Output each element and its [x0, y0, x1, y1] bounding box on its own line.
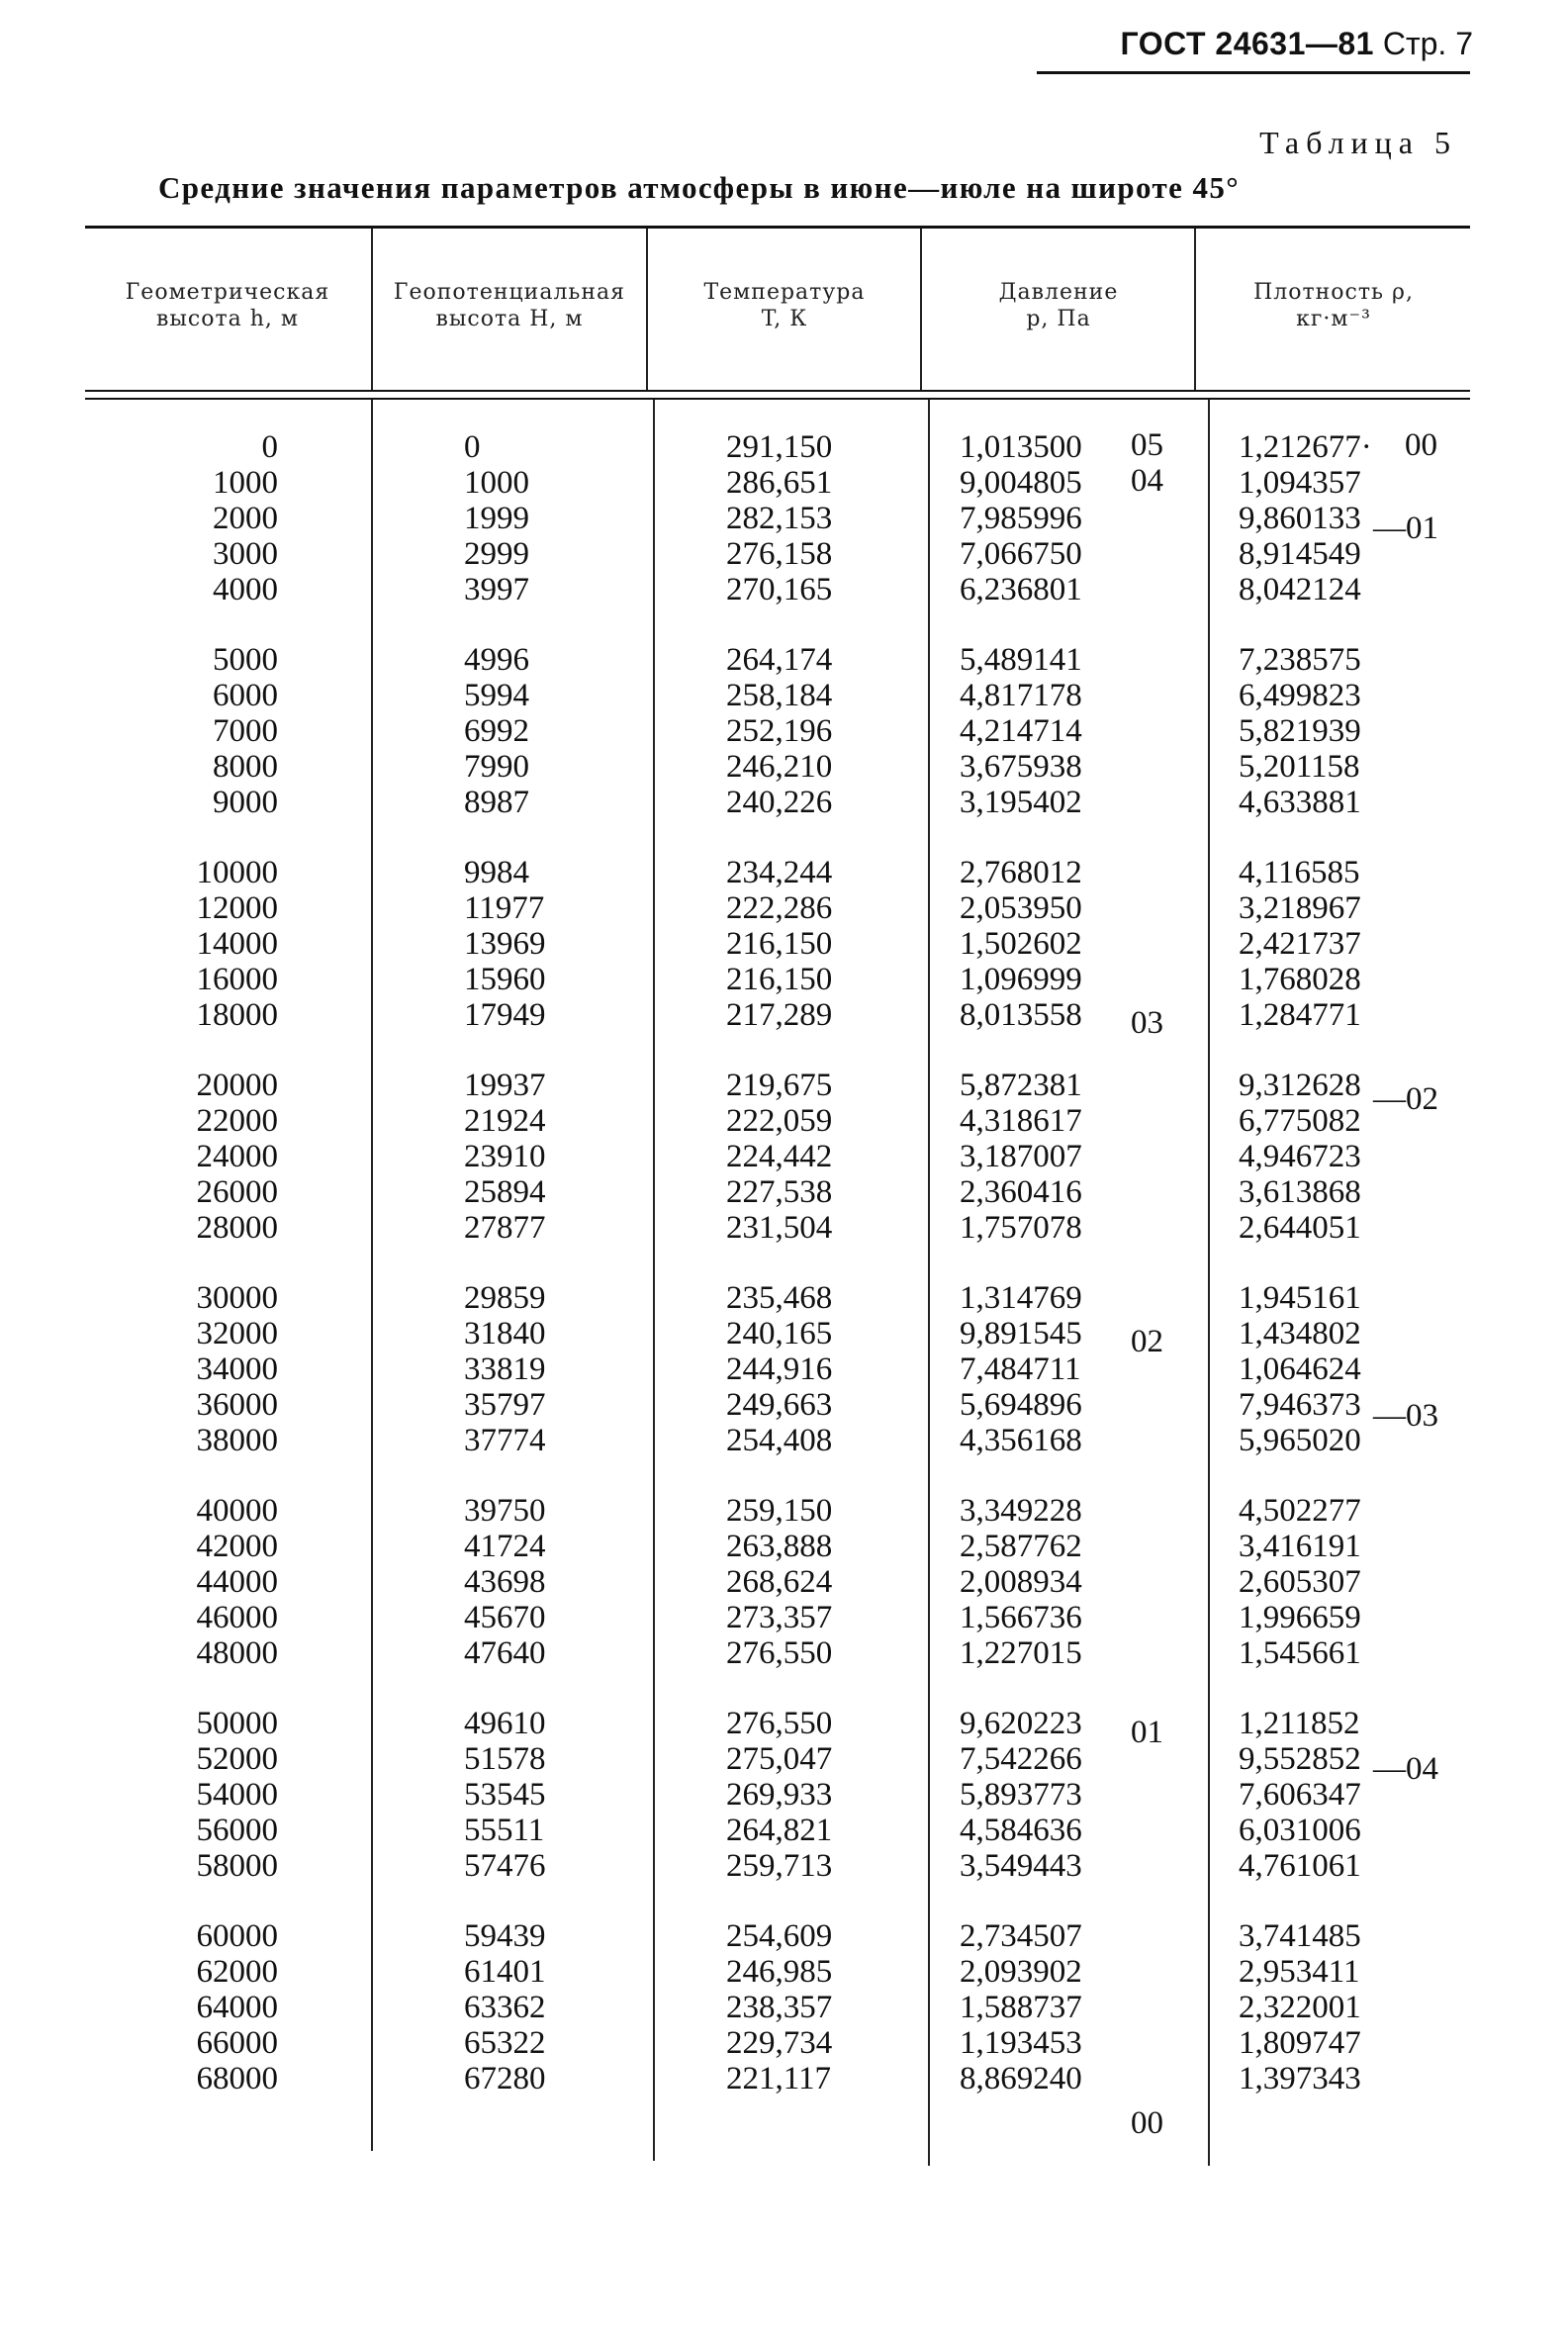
column-header-line: Плотность ρ, [1253, 280, 1414, 305]
cell-temperature: 240,165 [726, 1316, 833, 1351]
cell-pressure: 2,053950 [960, 890, 1082, 926]
cell-temperature: 276,158 [726, 536, 833, 572]
table-title: Средние значения параметров атмосферы в июне—июле на широте 45° [158, 170, 1241, 205]
cell-temperature: 238,357 [726, 1990, 833, 2025]
header-rule [1037, 71, 1470, 74]
column-header-line: Температура [703, 280, 866, 305]
column-header-geopotential-height [374, 279, 645, 332]
cell-geometric-height: 16000 [196, 962, 278, 997]
cell-density: 5,821939 [1239, 713, 1361, 749]
cell-geometric-height: 8000 [213, 749, 278, 785]
cell-temperature: 264,821 [726, 1813, 833, 1848]
cell-geometric-height: 28000 [196, 1210, 278, 1246]
cell-pressure: 7,985996 [960, 501, 1082, 536]
row-group [0, 1280, 1568, 1458]
table-row [0, 926, 1568, 962]
cell-geopotential-height: 9984 [464, 855, 529, 890]
cell-density: 1,996659 [1239, 1600, 1361, 1635]
table-row [0, 1423, 1568, 1458]
cell-density: 3,416191 [1239, 1529, 1361, 1564]
cell-density: 2,421737 [1239, 926, 1361, 962]
row-group [0, 1706, 1568, 1884]
cell-pressure: 5,893773 [960, 1777, 1082, 1813]
cell-geometric-height: 64000 [196, 1990, 278, 2025]
cell-pressure: 3,549443 [960, 1848, 1082, 1884]
cell-density: 1,945161 [1239, 1280, 1361, 1316]
row-group [0, 429, 1568, 607]
cell-density: 5,201158 [1239, 749, 1360, 785]
cell-temperature: 264,174 [726, 642, 833, 678]
column-header-line: p, Па [1026, 307, 1091, 331]
table-row [0, 2025, 1568, 2061]
column-header-line: T, К [761, 307, 808, 331]
cell-pressure: 5,694896 [960, 1387, 1082, 1423]
cell-temperature: 222,059 [726, 1103, 833, 1139]
row-group [0, 1918, 1568, 2096]
column-header-line: высота H, м [435, 307, 584, 331]
cell-pressure: 2,093902 [960, 1954, 1082, 1990]
cell-density: 4,116585 [1239, 855, 1360, 890]
table-row [0, 1848, 1568, 1884]
cell-pressure: 3,195402 [960, 785, 1082, 820]
cell-geopotential-height: 37774 [464, 1423, 546, 1458]
page-header [1121, 26, 1473, 62]
cell-geopotential-height: 35797 [464, 1387, 546, 1423]
table-row [0, 2061, 1568, 2096]
cell-pressure: 9,004805 [960, 465, 1082, 501]
cell-geometric-height: 66000 [196, 2025, 278, 2061]
cell-density: 3,218967 [1239, 890, 1361, 926]
column-header-line: кг·м⁻³ [1296, 307, 1371, 331]
row-group [0, 1493, 1568, 1671]
cell-density: 8,914549 [1239, 536, 1361, 572]
table-row [0, 1174, 1568, 1210]
table-row [0, 465, 1568, 501]
table-row [0, 1139, 1568, 1174]
cell-geometric-height: 34000 [196, 1351, 278, 1387]
cell-temperature: 254,609 [726, 1918, 833, 1954]
cell-geopotential-height: 21924 [464, 1103, 546, 1139]
cell-geometric-height: 30000 [196, 1280, 278, 1316]
cell-geopotential-height: 11977 [464, 890, 545, 926]
cell-geopotential-height: 27877 [464, 1210, 546, 1246]
cell-geometric-height: 40000 [196, 1493, 278, 1529]
cell-pressure: 2,008934 [960, 1564, 1082, 1600]
cell-geometric-height: 4000 [213, 572, 278, 607]
cell-pressure: 4,356168 [960, 1423, 1082, 1458]
cell-density: 4,502277 [1239, 1493, 1361, 1529]
density-exponent: —02 [1373, 1081, 1438, 1117]
cell-density: 7,238575 [1239, 642, 1361, 678]
table-row [0, 1068, 1568, 1103]
cell-geopotential-height: 33819 [464, 1351, 546, 1387]
cell-density: 2,605307 [1239, 1564, 1361, 1600]
cell-geopotential-height: 2999 [464, 536, 529, 572]
table-row [0, 536, 1568, 572]
table-row [0, 1600, 1568, 1635]
cell-geometric-height: 44000 [196, 1564, 278, 1600]
column-header-density [1197, 279, 1470, 332]
cell-pressure: 2,360416 [960, 1174, 1082, 1210]
cell-geopotential-height: 41724 [464, 1529, 546, 1564]
cell-density: 6,499823 [1239, 678, 1361, 713]
pressure-exponent: 01 [1131, 1715, 1163, 1750]
cell-geometric-height: 18000 [196, 997, 278, 1033]
column-divider [646, 229, 648, 390]
pressure-exponent: 03 [1131, 1005, 1163, 1041]
cell-density: 2,953411 [1239, 1954, 1360, 1990]
cell-geometric-height: 3000 [213, 536, 278, 572]
cell-geopotential-height: 15960 [464, 962, 546, 997]
cell-geometric-height: 46000 [196, 1600, 278, 1635]
cell-geopotential-height: 6992 [464, 713, 529, 749]
table-row [0, 1564, 1568, 1600]
cell-pressure: 4,817178 [960, 678, 1082, 713]
cell-geometric-height: 68000 [196, 2061, 278, 2096]
table-row [0, 785, 1568, 820]
table-row [0, 855, 1568, 890]
cell-density: 1,094357 [1239, 465, 1361, 501]
page-number: Стр. 7 [1382, 26, 1473, 61]
cell-pressure: 3,675938 [960, 749, 1082, 785]
cell-density: 9,860133 [1239, 501, 1361, 536]
cell-temperature: 227,538 [726, 1174, 833, 1210]
cell-geometric-height: 5000 [213, 642, 278, 678]
cell-temperature: 275,047 [726, 1741, 833, 1777]
cell-geometric-height: 14000 [196, 926, 278, 962]
table-row [0, 1918, 1568, 1954]
cell-geopotential-height: 23910 [464, 1139, 546, 1174]
cell-temperature: 259,713 [726, 1848, 833, 1884]
table-row [0, 1351, 1568, 1387]
row-group [0, 855, 1568, 1033]
cell-temperature: 269,933 [726, 1777, 833, 1813]
table-row [0, 1777, 1568, 1813]
column-divider [371, 229, 373, 390]
cell-density: 4,633881 [1239, 785, 1361, 820]
cell-pressure: 1,588737 [960, 1990, 1082, 2025]
cell-geometric-height: 54000 [196, 1777, 278, 1813]
cell-temperature: 246,210 [726, 749, 833, 785]
cell-density: 1,284771 [1239, 997, 1361, 1033]
cell-geopotential-height: 53545 [464, 1777, 546, 1813]
cell-geometric-height: 20000 [196, 1068, 278, 1103]
cell-density: 1,397343 [1239, 2061, 1361, 2096]
table-row [0, 1387, 1568, 1423]
cell-temperature: 276,550 [726, 1635, 833, 1671]
cell-geopotential-height: 43698 [464, 1564, 546, 1600]
cell-temperature: 252,196 [726, 713, 833, 749]
table-label: Таблица 5 [1259, 125, 1457, 160]
table-row [0, 501, 1568, 536]
table-top-rule [85, 226, 1470, 229]
cell-temperature: 282,153 [726, 501, 833, 536]
cell-density: 4,946723 [1239, 1139, 1361, 1174]
cell-geometric-height: 60000 [196, 1918, 278, 1954]
cell-geopotential-height: 39750 [464, 1493, 546, 1529]
cell-geopotential-height: 47640 [464, 1635, 546, 1671]
column-divider [920, 229, 922, 390]
cell-density: 1,211852 [1239, 1706, 1360, 1741]
cell-pressure: 9,620223 [960, 1706, 1082, 1741]
cell-pressure: 4,318617 [960, 1103, 1082, 1139]
cell-pressure: 5,489141 [960, 642, 1082, 678]
cell-density: 2,644051 [1239, 1210, 1361, 1246]
column-divider [1194, 229, 1196, 390]
cell-geometric-height: 6000 [213, 678, 278, 713]
cell-geometric-height: 48000 [196, 1635, 278, 1671]
cell-temperature: 216,150 [726, 926, 833, 962]
table-row [0, 1316, 1568, 1351]
cell-temperature: 286,651 [726, 465, 833, 501]
cell-geopotential-height: 17949 [464, 997, 546, 1033]
cell-pressure: 5,872381 [960, 1068, 1082, 1103]
cell-density: 1,212677· [1239, 429, 1372, 465]
cell-geometric-height: 26000 [196, 1174, 278, 1210]
cell-density: 1,545661 [1239, 1635, 1361, 1671]
cell-pressure: 3,187007 [960, 1139, 1082, 1174]
cell-geopotential-height: 19937 [464, 1068, 546, 1103]
cell-density: 3,741485 [1239, 1918, 1361, 1954]
column-header-line: Геопотенциальная [393, 280, 626, 305]
table-row [0, 890, 1568, 926]
cell-geopotential-height: 8987 [464, 785, 529, 820]
cell-temperature: 258,184 [726, 678, 833, 713]
cell-density: 6,775082 [1239, 1103, 1361, 1139]
cell-pressure: 7,066750 [960, 536, 1082, 572]
cell-pressure: 1,502602 [960, 926, 1082, 962]
cell-geometric-height: 22000 [196, 1103, 278, 1139]
cell-geometric-height: 7000 [213, 713, 278, 749]
cell-geopotential-height: 13969 [464, 926, 546, 962]
cell-temperature: 222,286 [726, 890, 833, 926]
cell-geometric-height: 24000 [196, 1139, 278, 1174]
pressure-exponent: 00 [1131, 2105, 1163, 2141]
cell-geopotential-height: 5994 [464, 678, 529, 713]
cell-pressure: 1,566736 [960, 1600, 1082, 1635]
cell-geopotential-height: 67280 [464, 2061, 546, 2096]
cell-density: 1,768028 [1239, 962, 1361, 997]
column-header-line: Давление [998, 280, 1119, 305]
cell-temperature: 217,289 [726, 997, 833, 1033]
cell-pressure: 4,214714 [960, 713, 1082, 749]
cell-density: 5,965020 [1239, 1423, 1361, 1458]
cell-density: 1,809747 [1239, 2025, 1361, 2061]
standard-number: ГОСТ 24631—81 [1120, 26, 1374, 61]
cell-pressure: 1,013500 [960, 429, 1082, 465]
cell-geopotential-height: 25894 [464, 1174, 546, 1210]
cell-temperature: 235,468 [726, 1280, 833, 1316]
table-row [0, 1493, 1568, 1529]
table-row [0, 962, 1568, 997]
cell-pressure: 7,542266 [960, 1741, 1082, 1777]
cell-geopotential-height: 57476 [464, 1848, 546, 1884]
cell-temperature: 246,985 [726, 1954, 833, 1990]
cell-geometric-height: 2000 [213, 501, 278, 536]
cell-density: 7,946373 [1239, 1387, 1361, 1423]
table-row [0, 1280, 1568, 1316]
cell-temperature: 224,442 [726, 1139, 833, 1174]
cell-geometric-height: 62000 [196, 1954, 278, 1990]
table-row [0, 1954, 1568, 1990]
atmosphere-table-body [0, 429, 1568, 2131]
cell-geopotential-height: 29859 [464, 1280, 546, 1316]
cell-geopotential-height: 0 [464, 429, 481, 465]
cell-geometric-height: 58000 [196, 1848, 278, 1884]
table-row [0, 1635, 1568, 1671]
cell-pressure: 8,013558 [960, 997, 1082, 1033]
header-separator-rule [85, 390, 1470, 392]
table-row [0, 572, 1568, 607]
cell-geopotential-height: 55511 [464, 1813, 545, 1848]
cell-temperature: 231,504 [726, 1210, 833, 1246]
cell-pressure: 1,314769 [960, 1280, 1082, 1316]
cell-temperature: 268,624 [726, 1564, 833, 1600]
cell-density: 1,434802 [1239, 1316, 1361, 1351]
cell-pressure: 8,869240 [960, 2061, 1082, 2096]
cell-density: 2,322001 [1239, 1990, 1361, 2025]
table-row [0, 429, 1568, 465]
cell-temperature: 219,675 [726, 1068, 833, 1103]
cell-geopotential-height: 1999 [464, 501, 529, 536]
table-row [0, 713, 1568, 749]
cell-temperature: 263,888 [726, 1529, 833, 1564]
column-header-temperature [649, 279, 920, 332]
column-header-geometric-height [89, 279, 366, 332]
cell-geometric-height: 1000 [213, 465, 278, 501]
cell-density: 4,761061 [1239, 1848, 1361, 1884]
cell-geopotential-height: 1000 [464, 465, 529, 501]
cell-temperature: 221,117 [726, 2061, 832, 2096]
header-separator-rule-2 [85, 398, 1470, 400]
column-header-line: Геометрическая [125, 280, 330, 305]
table-row [0, 1813, 1568, 1848]
cell-geopotential-height: 45670 [464, 1600, 546, 1635]
cell-geometric-height: 50000 [196, 1706, 278, 1741]
cell-pressure: 3,349228 [960, 1493, 1082, 1529]
cell-pressure: 4,584636 [960, 1813, 1082, 1848]
density-exponent: —04 [1373, 1751, 1438, 1787]
table-row [0, 997, 1568, 1033]
cell-geopotential-height: 49610 [464, 1706, 546, 1741]
table-row [0, 749, 1568, 785]
cell-geometric-height: 9000 [213, 785, 278, 820]
cell-geometric-height: 56000 [196, 1813, 278, 1848]
table-row [0, 1529, 1568, 1564]
cell-geopotential-height: 31840 [464, 1316, 546, 1351]
cell-temperature: 249,663 [726, 1387, 833, 1423]
cell-geopotential-height: 61401 [464, 1954, 546, 1990]
cell-temperature: 276,550 [726, 1706, 833, 1741]
table-row [0, 1210, 1568, 1246]
cell-pressure: 9,891545 [960, 1316, 1082, 1351]
cell-temperature: 270,165 [726, 572, 833, 607]
table-row [0, 1741, 1568, 1777]
cell-temperature: 259,150 [726, 1493, 833, 1529]
cell-temperature: 254,408 [726, 1423, 833, 1458]
cell-geopotential-height: 63362 [464, 1990, 546, 2025]
cell-pressure: 7,484711 [960, 1351, 1081, 1387]
cell-density: 6,031006 [1239, 1813, 1361, 1848]
cell-density: 1,064624 [1239, 1351, 1361, 1387]
row-group [0, 642, 1568, 820]
cell-geometric-height: 52000 [196, 1741, 278, 1777]
cell-pressure: 6,236801 [960, 572, 1082, 607]
cell-density: 3,613868 [1239, 1174, 1361, 1210]
cell-pressure: 1,757078 [960, 1210, 1082, 1246]
cell-density: 7,606347 [1239, 1777, 1361, 1813]
cell-pressure: 1,193453 [960, 2025, 1082, 2061]
column-header-line: высота h, м [155, 307, 299, 331]
column-header-pressure [923, 279, 1194, 332]
cell-temperature: 234,244 [726, 855, 833, 890]
cell-geometric-height: 42000 [196, 1529, 278, 1564]
density-exponent: —01 [1373, 511, 1438, 546]
cell-geopotential-height: 7990 [464, 749, 529, 785]
pressure-exponent: 02 [1131, 1324, 1163, 1359]
cell-geopotential-height: 3997 [464, 572, 529, 607]
table-row [0, 1990, 1568, 2025]
cell-pressure: 2,768012 [960, 855, 1082, 890]
cell-geometric-height: 0 [261, 429, 278, 465]
cell-geometric-height: 12000 [196, 890, 278, 926]
cell-temperature: 216,150 [726, 962, 833, 997]
cell-temperature: 291,150 [726, 429, 833, 465]
table-row [0, 1706, 1568, 1741]
cell-geometric-height: 38000 [196, 1423, 278, 1458]
pressure-exponent: 05 [1131, 427, 1163, 463]
cell-temperature: 229,734 [726, 2025, 833, 2061]
cell-pressure: 1,096999 [960, 962, 1082, 997]
cell-temperature: 273,357 [726, 1600, 833, 1635]
cell-density: 9,312628 [1239, 1068, 1361, 1103]
density-exponent: —03 [1373, 1398, 1438, 1434]
table-row [0, 1103, 1568, 1139]
cell-temperature: 244,916 [726, 1351, 833, 1387]
cell-pressure: 1,227015 [960, 1635, 1082, 1671]
cell-density: 8,042124 [1239, 572, 1361, 607]
table-row [0, 678, 1568, 713]
cell-pressure: 2,734507 [960, 1918, 1082, 1954]
row-group [0, 1068, 1568, 1246]
pressure-exponent: 04 [1131, 463, 1163, 499]
cell-temperature: 240,226 [726, 785, 833, 820]
cell-geometric-height: 32000 [196, 1316, 278, 1351]
cell-geopotential-height: 51578 [464, 1741, 546, 1777]
cell-geopotential-height: 59439 [464, 1918, 546, 1954]
density-exponent: 00 [1405, 427, 1437, 463]
cell-geopotential-height: 65322 [464, 2025, 546, 2061]
cell-geometric-height: 36000 [196, 1387, 278, 1423]
cell-geopotential-height: 4996 [464, 642, 529, 678]
cell-pressure: 2,587762 [960, 1529, 1082, 1564]
cell-density: 9,552852 [1239, 1741, 1361, 1777]
table-row [0, 642, 1568, 678]
cell-geometric-height: 10000 [196, 855, 278, 890]
